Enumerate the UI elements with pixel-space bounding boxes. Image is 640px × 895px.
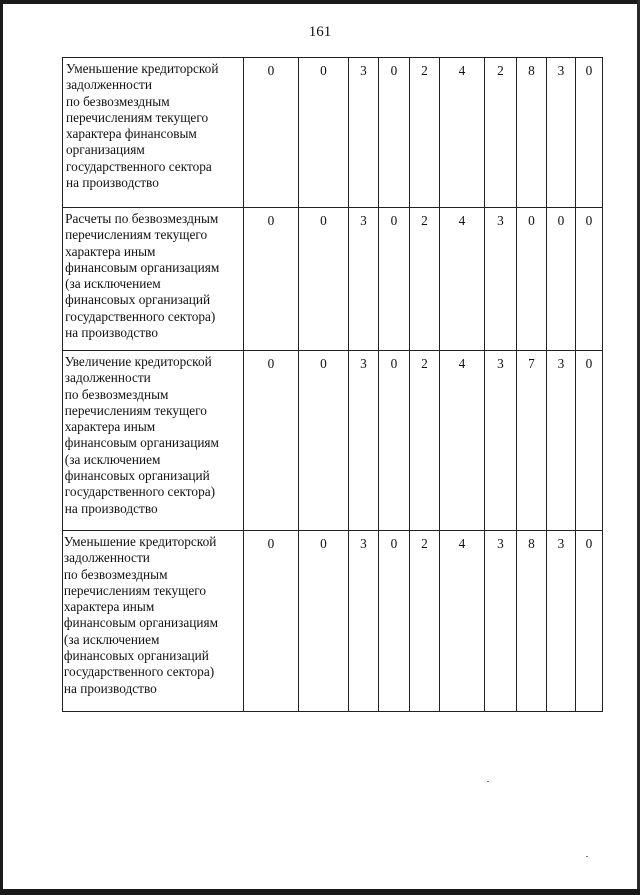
code-digit-cell: 7 — [517, 351, 547, 531]
code-digit-cell: 2 — [410, 58, 440, 208]
code-digit-cell: 4 — [440, 58, 485, 208]
row-description-cell — [63, 351, 244, 531]
row-description: Уменьшение кредиторской задолженности по безвозмездным перечислениям текущего характера иным финансовым организациям (за исключением финансовых организаций государственного сектора) на производство — [63, 534, 219, 696]
row-description-cell — [63, 531, 244, 712]
code-digit-cell: 4 — [440, 208, 485, 351]
row-description: Расчеты по безвозмездным перечислениям текущего характера иным финансовым организациям (за исключением финансовых организаций государственного сектора) на производство — [65, 211, 220, 341]
code-digit-cell: 0 — [517, 208, 547, 351]
code-digit-cell: 2 — [410, 208, 440, 351]
code-digit-cell: 0 — [576, 531, 603, 712]
code-digit-cell: 0 — [244, 531, 299, 712]
table-row — [63, 351, 603, 531]
code-digit-cell: 0 — [379, 208, 410, 351]
code-digit-cell: 2 — [410, 351, 440, 531]
code-digit-cell: 0 — [244, 58, 299, 208]
code-digit-cell: 3 — [349, 58, 379, 208]
table-row — [63, 531, 603, 712]
budget-code-table — [62, 57, 603, 712]
page-number: 161 — [308, 24, 332, 40]
code-digit-cell: 8 — [517, 58, 547, 208]
code-digit-cell: 0 — [299, 208, 349, 351]
code-digit-cell: 0 — [244, 351, 299, 531]
code-digit-cell: 0 — [299, 531, 349, 712]
code-digit-cell: 3 — [547, 531, 576, 712]
code-digit-cell: 8 — [517, 531, 547, 712]
code-digit-cell: 0 — [299, 351, 349, 531]
row-description-cell — [63, 58, 244, 208]
code-digit-cell: 3 — [547, 58, 576, 208]
code-digit-cell: 3 — [485, 351, 517, 531]
code-digit-cell: 3 — [349, 351, 379, 531]
row-description-cell — [63, 208, 244, 351]
code-digit-cell: 0 — [379, 531, 410, 712]
code-digit-cell: 0 — [244, 208, 299, 351]
code-digit-cell: 0 — [576, 58, 603, 208]
code-digit-cell: 3 — [485, 531, 517, 712]
code-digit-cell: 0 — [299, 58, 349, 208]
code-digit-cell: 0 — [379, 351, 410, 531]
scan-edge-top — [0, 0, 640, 4]
code-digit-cell: 3 — [485, 208, 517, 351]
row-description: Увеличение кредиторской задолженности по безвозмездным перечислениям текущего характера иным финансовым организациям (за исключением финансовых организаций государственного сектора) на производство — [64, 354, 219, 516]
code-digit-cell: 0 — [379, 58, 410, 208]
scan-edge-bottom — [0, 889, 640, 895]
code-digit-cell: 0 — [576, 208, 603, 351]
code-digit-cell: 4 — [440, 351, 485, 531]
code-digit-cell: 3 — [547, 351, 576, 531]
scan-speck — [586, 856, 588, 857]
code-digit-cell: 2 — [485, 58, 517, 208]
code-digit-cell: 3 — [349, 208, 379, 351]
table-row — [63, 58, 603, 208]
code-digit-cell: 3 — [349, 531, 379, 712]
row-description: Уменьшение кредиторской задолженности по безвозмездным перечислениям текущего характера финансовым организациям государственного сектора на производство — [66, 61, 219, 191]
scan-edge-left — [0, 0, 3, 895]
code-digit-cell: 2 — [410, 531, 440, 712]
scan-speck — [487, 781, 489, 782]
code-digit-cell: 0 — [547, 208, 576, 351]
table-row — [63, 208, 603, 351]
code-digit-cell: 0 — [576, 351, 603, 531]
code-digit-cell: 4 — [440, 531, 485, 712]
